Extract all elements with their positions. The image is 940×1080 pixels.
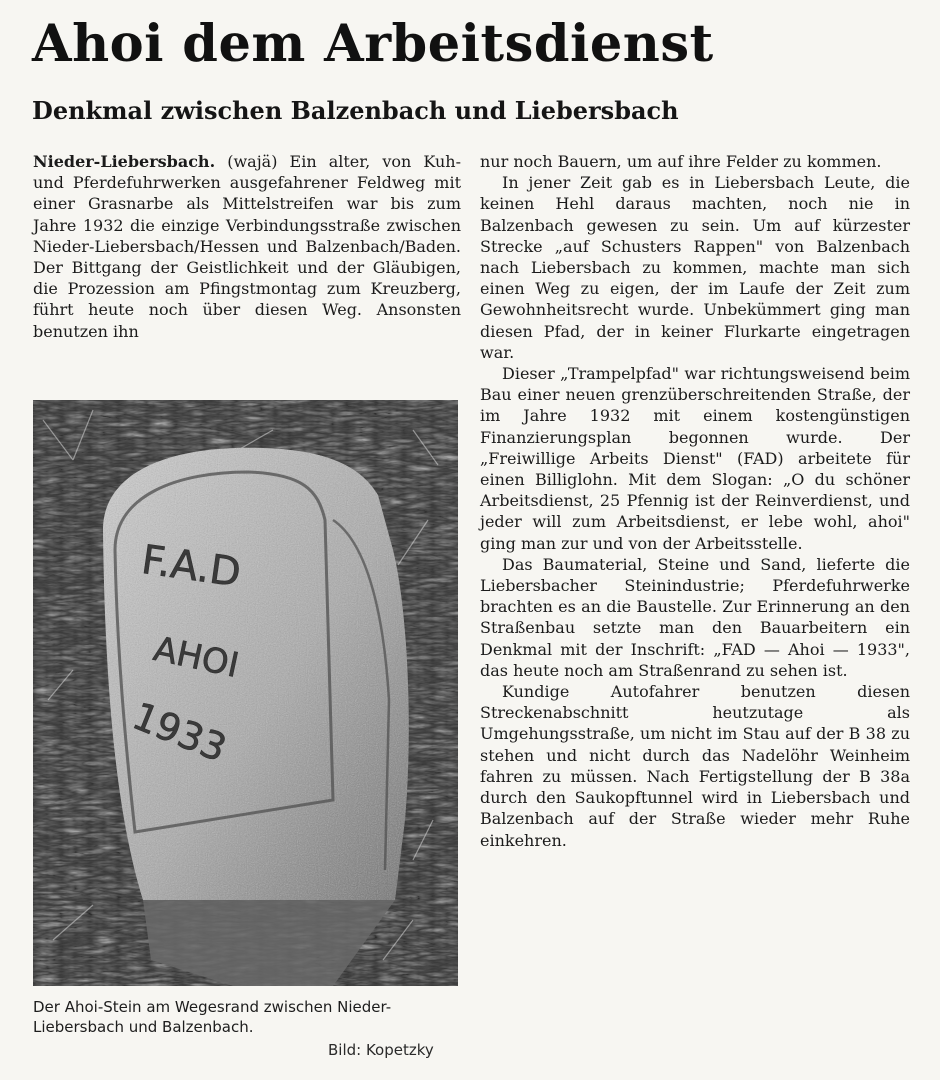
dateline: Nieder-Liebersbach. (33, 152, 216, 171)
right-paragraph: In jener Zeit gab es in Liebersbach Leute, die keinen Hehl daraus machten, noch nie in Balzenbach gewesen zu sein. Um auf kürzester Strecke „auf Schusters Rappen" von Balzenbach nach Liebersbach zu kommen, machte man sich einen Weg zu eigen, der im Laufe der Zeit zum Gewohnheitsrecht wurde. Unbekümmert ging man diesen Pfad, der in keiner Flurkarte eingetragen war. (480, 173, 910, 362)
right-paragraph: Dieser „Trampelpfad" war richtungsweisend beim Bau einer neuen grenzüberschreitenden Straße, der im Jahre 1932 mit einem kostengünstigen Finanzierungsplan begonnen wurde. Der „Freiwillige Arbeits Dienst" (FAD) arbeitete für einen Billiglohn. Mit dem Slogan: „O du schöner Arbeitsdienst, 25 Pfennig ist der Reinverdienst, und jeder will zum Arbeitsdienst, er lebe wohl, ahoi" ging man zur und von der Arbeitsstelle. (480, 364, 910, 553)
lead-paragraph (33, 151, 461, 342)
stone-photo (33, 400, 458, 986)
right-paragraph: nur noch Bauern, um auf ihre Felder zu kommen. (480, 152, 882, 171)
stone-inscription-year: 1933 (126, 693, 233, 771)
right-paragraph: Das Baumaterial, Steine und Sand, lieferte die Liebersbacher Steinindustrie; Pferdefuhrwerke brachten es an die Baustelle. Zur Erinnerung an den Straßenbau setzte man den Bauarbeitern ein Denkmal mit der Inschrift: „FAD — Ahoi — 1933", das heute noch am Straßenrand zu sehen ist. (480, 554, 910, 680)
right-column (480, 151, 910, 851)
stone-inscription-ahoi: AHOI (150, 629, 243, 686)
stone-photo-image (33, 400, 458, 986)
lead-text: (wajä) Ein alter, von Kuh- und Pferdefuhrwerken ausgefahrener Feldweg mit einer Grasnarbe als Mittelstreifen war bis zum Jahre 1932 die einzige Verbindungsstraße zwischen Nieder-Liebersbach/Hessen und Balzenbach/Baden. Der Bittgang der Geistlichkeit und der Gläubigen, die Prozession am Pfingstmontag zum Kreuzberg, führt heute noch über diesen Weg. Ansonsten benutzen ihn (33, 152, 461, 341)
photo-caption: Der Ahoi-Stein am Wegesrand zwischen Nieder-Liebersbach und Balzenbach. (33, 998, 392, 1036)
stone-inscription-fad: F.A.D (138, 537, 244, 597)
photo-credit: Bild: Kopetzky (328, 1041, 434, 1059)
subheadline: Denkmal zwischen Balzenbach und Liebersbach (32, 96, 679, 125)
headline: Ahoi dem Arbeitsdienst (32, 14, 714, 74)
left-column (33, 151, 461, 342)
right-paragraph: Kundige Autofahrer benutzen diesen Streckenabschnitt heutzutage als Umgehungsstraße, um nicht im Stau auf der B 38 zu stehen und nicht durch das Nadelöhr Weinheim fahren zu müssen. Nach Fertigstellung der B 38a durch den Saukopftunnel wird in Liebersbach und Balzenbach auf der Straße wieder mehr Ruhe einkehren. (480, 682, 910, 850)
